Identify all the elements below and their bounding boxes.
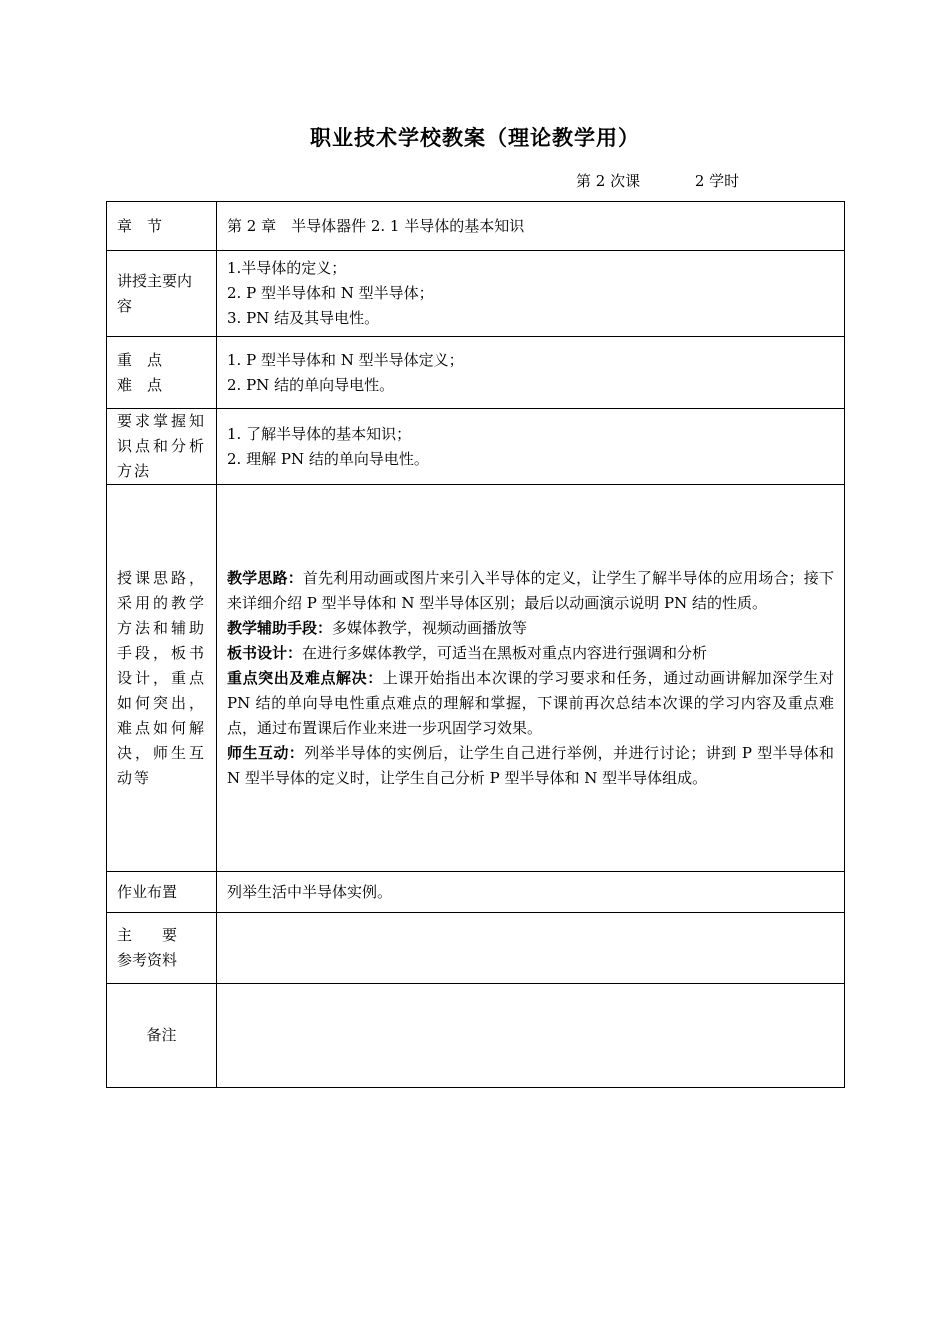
chapter-label: 章 节: [107, 202, 217, 251]
notes-label: 备注: [107, 984, 217, 1088]
approach-item-head: 师生互动：: [227, 743, 305, 762]
homework-content: 列举生活中半导体实例。: [217, 872, 845, 913]
chapter-content: 第 2 章 半导体器件 2. 1 半导体的基本知识: [217, 202, 845, 251]
references-label: [107, 913, 217, 984]
main-content-cell: [217, 251, 845, 337]
table-row-homework: [107, 872, 845, 913]
requirements-label: 要求掌握知识点和分析方法: [107, 409, 217, 485]
lesson-info: [576, 170, 739, 191]
approach-item-text: 在进行多媒体教学，可适当在黑板对重点内容进行强调和分析: [302, 643, 708, 662]
approach-cell: [217, 485, 845, 872]
table-row-chapter: [107, 202, 845, 251]
session-number: 第 2 次课: [576, 172, 641, 190]
page-title: 职业技术学校教案（理论教学用）: [310, 126, 640, 150]
notes-content: [217, 984, 845, 1088]
main-content-item: 3. PN 结及其导电性。: [227, 309, 380, 327]
approach-item: [227, 616, 834, 641]
references-label-line: 主 要: [117, 926, 178, 944]
table-row-approach: [107, 485, 845, 872]
key-point-item: 2. PN 结的单向导电性。: [227, 375, 395, 394]
approach-item-head: 教学辅助手段：: [227, 618, 333, 637]
lesson-plan-table: [106, 201, 845, 1088]
requirement-item: 2. 理解 PN 结的单向导电性。: [227, 449, 429, 468]
approach-item-text: 列举半导体的实例后，让学生自己进行举例，并进行讨论；讲到 P 型半导体和 N 型半导体的定义时，让学生自己分析 P 型半导体和 N 型半导体组成。: [227, 743, 834, 787]
approach-item-head: 板书设计：: [227, 643, 303, 662]
table-row-references: [107, 913, 845, 984]
class-hours: 2 学时: [694, 172, 740, 190]
approach-item-head: 教学思路：: [227, 568, 303, 587]
approach-item: [227, 741, 834, 791]
references-label-line: 参考资料: [117, 951, 178, 969]
table-row-main-content: [107, 251, 845, 337]
requirement-item: 1. 了解半导体的基本知识；: [227, 424, 412, 443]
references-content: [217, 913, 845, 984]
approach-item-text: 多媒体教学，视频动画播放等: [332, 618, 528, 637]
approach-item-head: 重点突出及难点解决：: [227, 668, 383, 687]
key-points-label: [107, 337, 217, 409]
approach-item: [227, 666, 834, 741]
key-points-cell: [217, 337, 845, 409]
homework-label: 作业布置: [107, 872, 217, 913]
approach-item: [227, 641, 834, 666]
approach-item: [227, 566, 834, 616]
table-row-notes: [107, 984, 845, 1088]
approach-label: 授课思路，采用的教学方法和辅助手段，板书设计，重点如何突出，难点如何解决，师生互动等: [107, 485, 217, 872]
approach-item-text: 上课开始指出本次课的学习要求和任务，通过动画讲解加深学生对 PN 结的单向导电性重点难点的理解和掌握，下课前再次总结本次课的学习内容及重点难点，通过布置课后作业来进一步巩固学习效果。: [227, 668, 834, 737]
key-points-label-line: 重 点: [117, 350, 163, 369]
approach-item-text: 首先利用动画或图片来引入半导体的定义，让学生了解半导体的应用场合；接下来详细介绍 P 型半导体和 N 型半导体区别；最后以动画演示说明 PN 结的性质。: [227, 568, 834, 612]
main-content-label: 讲授主要内容: [107, 251, 217, 337]
table-row-key-points: [107, 337, 845, 409]
key-point-item: 1. P 型半导体和 N 型半导体定义；: [227, 350, 464, 369]
requirements-cell: [217, 409, 845, 485]
main-content-item: 2. P 型半导体和 N 型半导体；: [227, 284, 434, 302]
table-row-requirements: [107, 409, 845, 485]
main-content-item: 1.半导体的定义；: [227, 259, 347, 277]
difficult-points-label-line: 难 点: [117, 375, 163, 394]
